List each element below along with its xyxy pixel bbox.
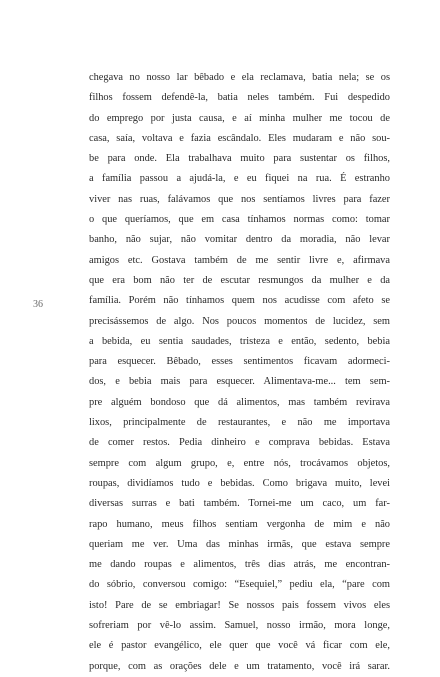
text-line: filhos fossem defendê-la, batia neles também. Fui despedido <box>89 92 390 104</box>
text-line: banho, não sujar, não vomitar dentro da moradia, não levar <box>89 234 390 246</box>
text-line: o que queríamos, que em casa tínhamos normas como: tomar <box>89 214 390 226</box>
text-line: me dando roupas e alimentos, três dias atrás, me encontran- <box>89 559 390 571</box>
text-line: casa, saía, voltava e fazia escândalo. Eles mudaram e não sou- <box>89 132 390 144</box>
text-line: rapo humano, meus filhos sentiam vergonha de mim e não <box>89 518 390 530</box>
text-line: família. Porém não tínhamos quem nos acudisse com afeto se <box>89 295 390 307</box>
text-line: ele é pastor evangélico, ele quer que você vá ficar com ele, <box>89 640 390 652</box>
text-line: que era bom não ter de escutar resmungos da mulher e da <box>89 274 390 286</box>
text-line: do emprego por justa causa, e aí minha mulher me tocou de <box>89 112 390 124</box>
text-line: a bebida, eu sentia saudades, tristeza e então, sedento, bebia <box>89 335 390 347</box>
text-line: roupas, dividíamos tudo e bebidas. Como brigava muito, levei <box>89 477 390 489</box>
text-line: dos, e bebia mais para esquecer. Alimentava-me... tem sem- <box>89 376 390 388</box>
text-line: sofreriam por vê-lo assim. Samuel, nosso irmão, mora longe, <box>89 620 390 632</box>
text-line: sempre com algum grupo, e, entre nós, trocávamos objetos, <box>89 457 390 469</box>
text-line: isto! Pare de se embriagar! Se nossos pais fossem vivos eles <box>89 599 390 611</box>
body-text <box>89 68 390 677</box>
text-line: queriam me ver. Uma das minhas irmãs, que estava sempre <box>89 538 390 550</box>
text-line: lixos, principalmente de restaurantes, e não me importava <box>89 417 390 429</box>
text-line: para esquecer. Bêbado, esses sentimentos ficavam adormeci- <box>89 356 390 368</box>
page-number: 36 <box>33 299 43 310</box>
text-line: amigos etc. Gostava também de me sentir livre e, afirmava <box>89 254 390 266</box>
text-line: chegava no nosso lar bêbado e ela reclamava, batia nela; se os <box>89 72 390 83</box>
text-line: porque, com as orações dele e um tratamento, você irá sarar. <box>89 660 390 672</box>
text-line: de comer restos. Pedia dinheiro e comprava bebidas. Estava <box>89 437 390 449</box>
text-line: be para onde. Ela trabalhava muito para sustentar os filhos, <box>89 153 390 165</box>
text-line: a família passou a ajudá-la, e eu fiquei na rua. É estranho <box>89 173 390 185</box>
text-line: diversas surras e bati também. Tornei-me um caco, um far- <box>89 498 390 510</box>
text-line: pre alguém bondoso que dá alimentos, mas também revirava <box>89 396 390 408</box>
text-line: viver nas ruas, falávamos que nos sentíamos livres para fazer <box>89 193 390 205</box>
text-line: do sóbrio, conversou comigo: “Esequiel,” pediu ela, “pare com <box>89 579 390 591</box>
text-line: precisássemos de algo. Nos poucos momentos de lucidez, sem <box>89 315 390 327</box>
